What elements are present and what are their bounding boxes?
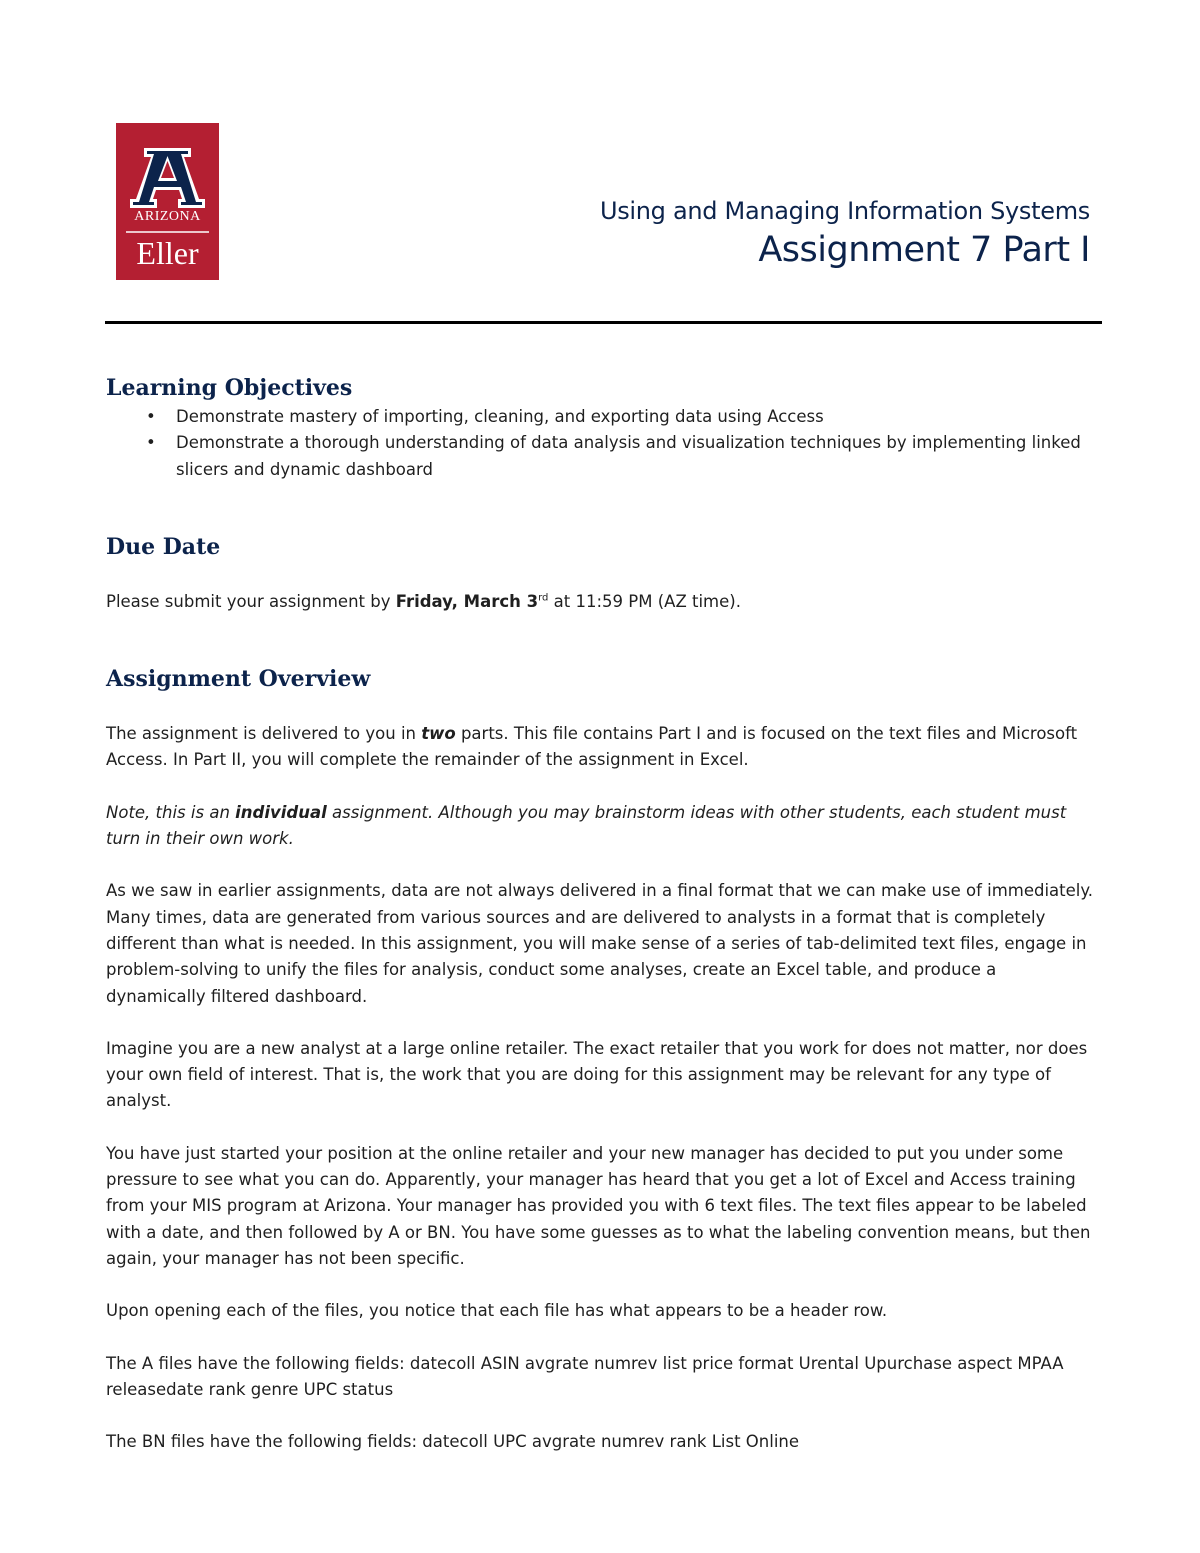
- due-date-time: at 11:59 PM (AZ time).: [548, 591, 741, 611]
- note-text: assignment. Although you may brainstorm ideas with other students, each student must turn in their own work.: [106, 802, 1067, 849]
- bullet-icon: •: [146, 433, 156, 453]
- a-files-fields: The A files have the following fields: datecoll ASIN avgrate numrev list price format Urental Upurchase aspect MPAA releasedate rank genre UPC status: [106, 1353, 1064, 1399]
- due-date-suffix: rd: [538, 592, 549, 604]
- overview-paragraph: You have just started your position at the online retailer and your new manager has decided to put you under some pressure to see what you can do. Apparently, your manager has heard that you get a lot of Excel and Access training from your MIS program at Arizona. Your manager has provided you with 6 text files. The text files appear to be labeled with a date, and then followed by A or BN. You have some guesses as to what the labeling convention means, but then again, your manager has not been specific.: [106, 1143, 1091, 1268]
- header-divider: [105, 321, 1102, 324]
- course-title: Using and Managing Information Systems: [599, 197, 1090, 225]
- logo-name: ARIZONA: [134, 209, 201, 224]
- logo-college: Eller: [136, 235, 199, 271]
- overview-paragraph: As we saw in earlier assignments, data are not always delivered in a final format that we can make use of immediately. Many times, data are generated from various sources and are delivered to analysts in a format that is completely different than what is needed. In this assignment, you will make sense of a series of tab-delimited text files, engage in problem-solving to unify the files for analysis, conduct some analyses, create an Excel table, and produce a dynamically filtered dashboard.: [106, 881, 1094, 1006]
- due-date-paragraph: [106, 589, 1096, 615]
- overview-heading: Assignment Overview: [106, 666, 371, 693]
- due-date-heading: Due Date: [106, 533, 221, 560]
- assignment-title: Assignment 7 Part I: [758, 230, 1090, 270]
- overview-paragraph: [106, 721, 1096, 774]
- note-paragraph: [106, 800, 1096, 853]
- emphasis-text: two: [421, 724, 456, 744]
- list-item: [146, 404, 1096, 430]
- bn-files-fields: The BN files have the following fields: datecoll UPC avgrate numrev rank List Online: [106, 1432, 800, 1452]
- overview-paragraph: Imagine you are a new analyst at a large online retailer. The exact retailer that you work for does not matter, nor does your own field of interest. That is, the work that you are doing for this assignment may be relevant for any type of analyst.: [106, 1038, 1088, 1111]
- document-body: [106, 372, 1096, 1455]
- objectives-heading: Learning Objectives: [106, 375, 353, 401]
- overview-paragraph: Upon opening each of the files, you notice that each file has what appears to be a header row.: [106, 1301, 888, 1321]
- due-date-day: Friday, March 3: [395, 591, 539, 611]
- university-logo: [116, 123, 219, 280]
- due-date-text: Please submit your assignment by: [106, 591, 396, 611]
- list-item: [146, 430, 1096, 483]
- objective-text: Demonstrate a thorough understanding of data analysis and visualization techniques by implementing linked slicers and dynamic dashboard: [176, 433, 1081, 479]
- document-header: [600, 196, 1090, 272]
- paragraph-text: The assignment is delivered to you in: [106, 724, 422, 744]
- note-text: Note, this is an: [106, 802, 236, 822]
- bullet-icon: •: [146, 407, 156, 426]
- emphasis-text: individual: [235, 802, 327, 822]
- objectives-list: [106, 404, 1096, 483]
- paragraph-text: parts. This file contains Part I and is focused on the text files and Microsoft Access. In Part II, you will complete the remainder of the assignment in Excel.: [106, 724, 1078, 770]
- objective-text: Demonstrate mastery of importing, cleaning, and exporting data using Access: [176, 407, 824, 426]
